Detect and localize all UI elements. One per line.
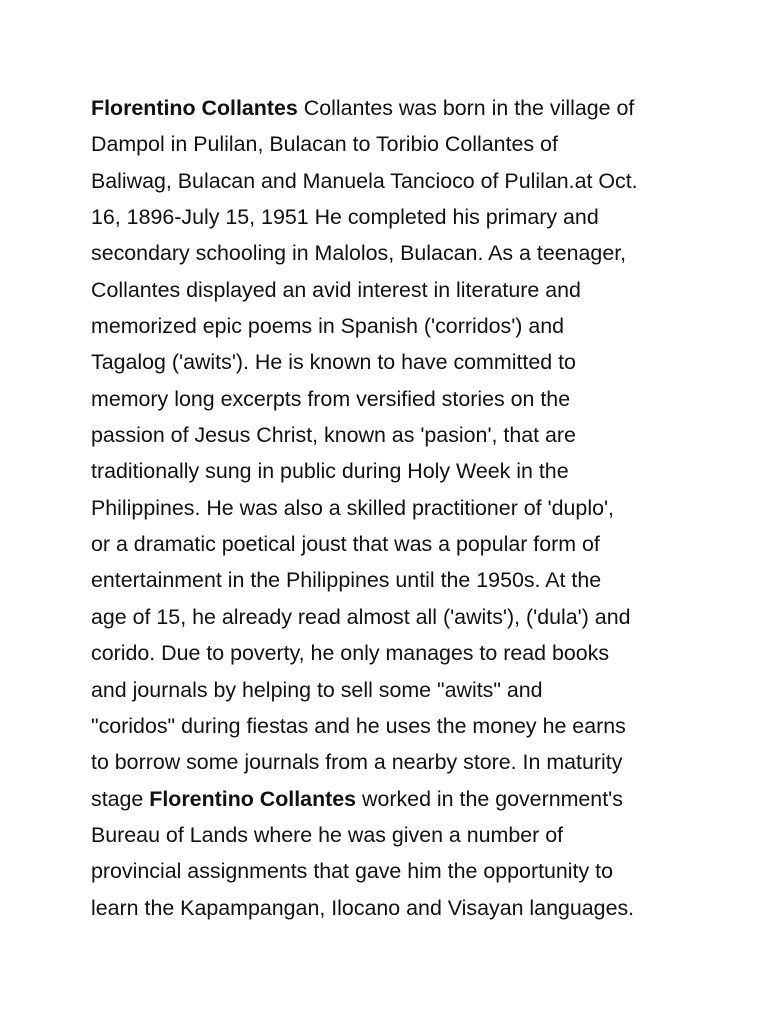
- line-text: worked in the government's: [356, 786, 623, 811]
- text-line: and journals by helping to sell some "awits" and: [91, 677, 543, 702]
- text-line: learn the Kapampangan, Ilocano and Visayan languages.: [91, 895, 635, 920]
- text-line: Dampol in Pulilan, Bulacan to Toribio Collantes of: [91, 132, 558, 157]
- text-line: traditionally sung in public during Holy Week in the: [91, 459, 569, 484]
- text-line: provincial assignments that gave him the opportunity to: [91, 859, 613, 884]
- text-line: to borrow some journals from a nearby store. In maturity: [91, 750, 623, 775]
- text-line: Philippines. He was also a skilled practitioner of 'duplo',: [91, 495, 615, 520]
- line-text: stage: [91, 786, 150, 811]
- text-line: Collantes displayed an avid interest in literature and: [91, 277, 581, 302]
- text-line: [91, 90, 691, 126]
- line-text: Collantes was born in the village of: [297, 96, 635, 120]
- text-line: age of 15, he already read almost all ('awits'), ('dula') and: [91, 604, 631, 629]
- text-line: memorized epic poems in Spanish ('corridos') and: [91, 314, 565, 339]
- text-line: passion of Jesus Christ, known as 'pasion', that are: [91, 423, 576, 448]
- text-line: secondary schooling in Malolos, Bulacan. As a teenager,: [91, 241, 627, 266]
- subject-name: Florentino Collantes: [91, 96, 298, 120]
- text-line: Bureau of Lands where he was given a number of: [91, 822, 564, 847]
- subject-name: Florentino Collantes: [149, 786, 357, 811]
- text-line: memory long excerpts from versified stories on the: [91, 386, 571, 411]
- text-line: Baliwag, Bulacan and Manuela Tancioco of Pulilan.at Oct.: [91, 168, 638, 193]
- text-line: Tagalog ('awits'). He is known to have committed to: [91, 350, 576, 375]
- text-line: "coridos" during fiestas and he uses the money he earns: [91, 713, 626, 738]
- text-line: corido. Due to poverty, he only manages to read books: [91, 641, 610, 666]
- text-line: or a dramatic poetical joust that was a popular form of: [91, 532, 600, 557]
- text-line: entertainment in the Philippines until the 1950s. At the: [91, 568, 602, 593]
- text-line: 16, 1896-July 15, 1951 He completed his primary and: [91, 205, 599, 230]
- biography-paragraph: [91, 90, 691, 926]
- text-line: [91, 781, 691, 817]
